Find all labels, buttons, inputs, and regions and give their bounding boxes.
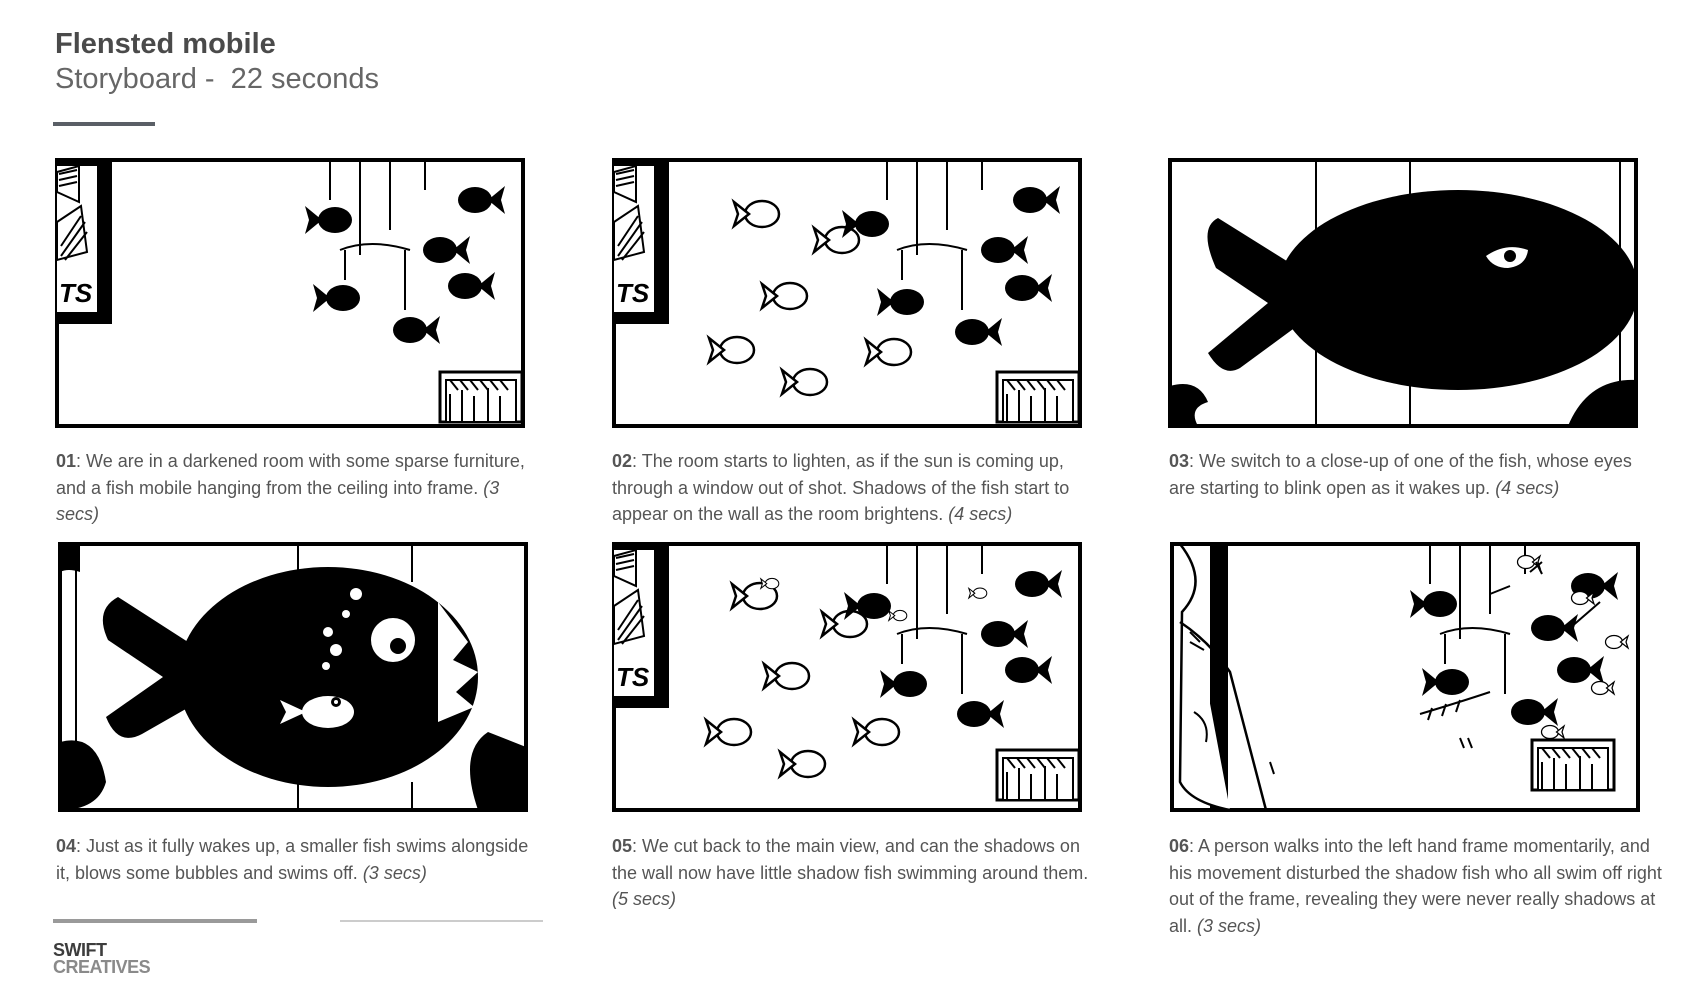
panel-06-illustration [1170,542,1640,812]
panel-04-illustration [58,542,528,812]
caption-text: : Just as it fully wakes up, a smaller fish swims alongside it, blows some bubbles and swims off. [56,836,529,883]
page-subtitle: Storyboard - 22 seconds [55,63,380,95]
caption-number: 02 [612,451,633,471]
caption-number: 04 [56,836,77,856]
caption-text: : We are in a darkened room with some sparse furniture, and a fish mobile hanging from the ceiling into frame. [56,451,525,498]
logo-line-2: CREATIVES [53,957,151,977]
footer-divider [53,919,257,923]
caption-duration: (3 secs) [362,862,427,883]
storyboard-panel-02 [612,158,1082,428]
footer-divider-secondary [340,920,543,922]
caption-03 [1169,448,1659,501]
logo-line-1: SWIFT [53,940,107,960]
storyboard-panel-05 [612,542,1082,812]
caption-number: 05 [612,836,633,856]
caption-05 [612,833,1102,913]
header-divider [53,122,155,126]
storyboard-panel-06 [1170,542,1640,812]
storyboard-panel-04 [58,542,528,812]
swift-creatives-logo [53,942,150,976]
panel-01-illustration [55,158,525,428]
panel-05-illustration [612,542,1082,812]
panel-02-illustration [612,158,1082,428]
caption-04 [56,833,546,886]
page-title: Flensted mobile [55,28,276,60]
caption-text: : A person walks into the left hand frame momentarily, and his movement disturbed the shadow fish who all swim off right out of the frame, revealing they were never really shadows at all. [1169,836,1662,936]
panel-03-illustration [1168,158,1638,428]
caption-duration: (3 secs) [1197,915,1262,936]
caption-number: 06 [1169,836,1190,856]
caption-text: : We switch to a close-up of one of the fish, whose eyes are starting to blink open as it wakes up. [1169,451,1632,498]
caption-text: : The room starts to lighten, as if the sun is coming up, through a window out of shot. Shadows of the fish start to appear on the wall as the room brightens. [612,451,1070,524]
caption-number: 01 [56,451,77,471]
caption-02 [612,448,1102,528]
caption-duration: (3 secs) [56,477,500,524]
caption-duration: (4 secs) [1495,477,1560,498]
caption-text: : We cut back to the main view, and can the shadows on the wall now have little shadow fish swimming around them. [612,836,1089,883]
caption-duration: (5 secs) [612,889,677,909]
caption-06 [1169,833,1664,939]
storyboard-panel-01 [55,158,525,428]
caption-number: 03 [1169,451,1190,471]
page-header [55,26,379,96]
caption-01 [56,448,546,528]
caption-duration: (4 secs) [948,504,1013,524]
storyboard-panel-03 [1168,158,1638,428]
